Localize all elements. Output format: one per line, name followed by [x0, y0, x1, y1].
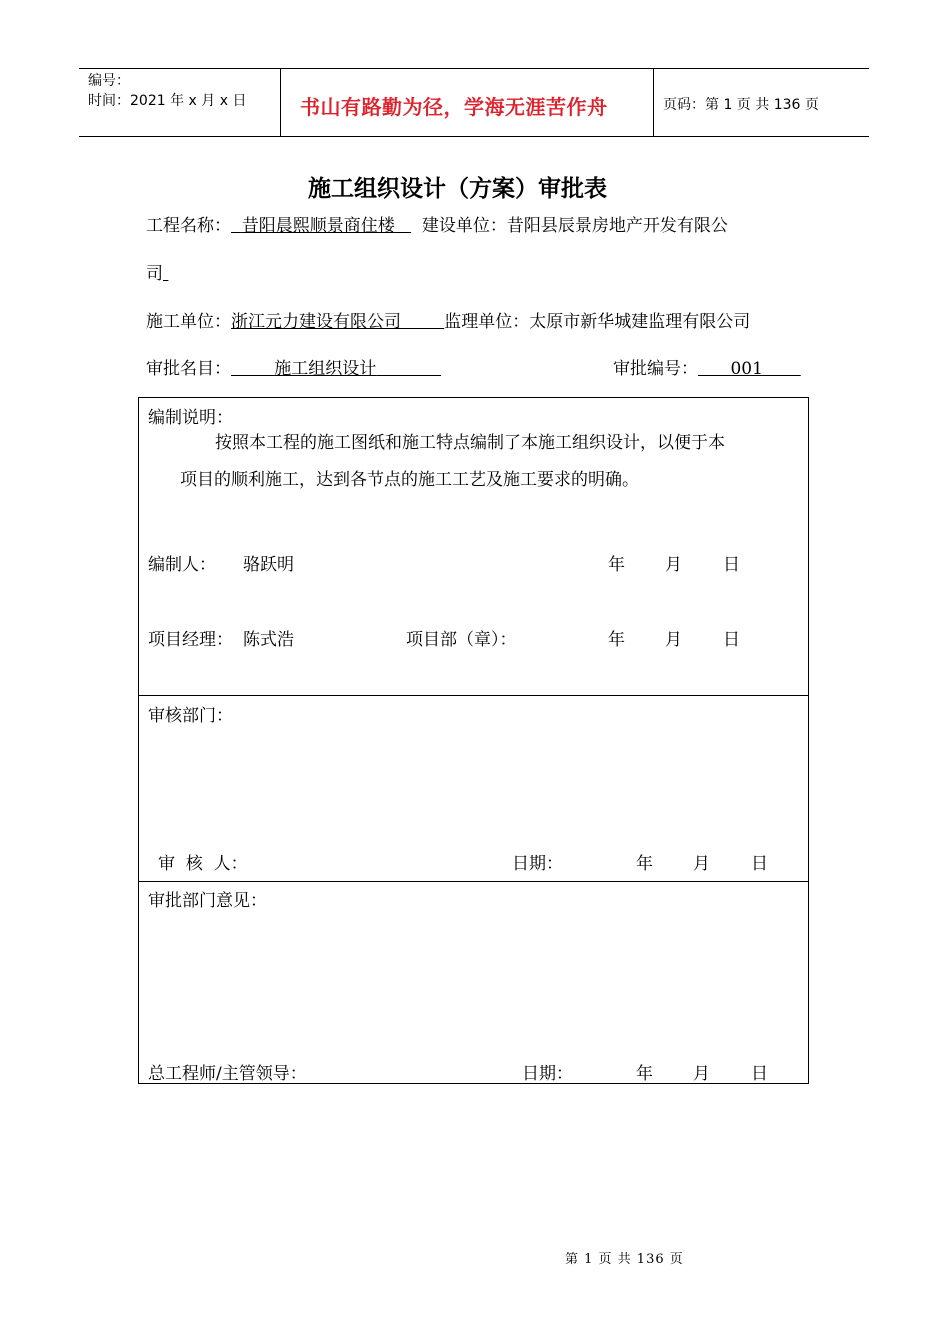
pm-year: 年 [608, 630, 625, 650]
pm-month: 月 [665, 630, 682, 650]
page-title: 施工组织设计（方案）审批表 [308, 175, 607, 202]
approve-date-label: 日期： [522, 1064, 573, 1084]
approval-item-row [146, 354, 441, 379]
approval-item-label: 审批名目： [146, 359, 231, 379]
supervisor-value: 太原市新华城建监理有限公司 [529, 312, 751, 332]
header-motto: 书山有路勤为径，学海无涯苦作舟 [300, 95, 608, 119]
approve-year: 年 [636, 1064, 653, 1084]
approval-no-label: 审批编号： [613, 359, 698, 379]
approval-no-underline [698, 359, 801, 379]
approve-month: 月 [693, 1064, 710, 1084]
header-divider-right [653, 68, 654, 136]
table-divider-2 [138, 881, 809, 882]
review-month: 月 [693, 854, 710, 874]
preparer-name: 骆跃明 [243, 555, 294, 575]
table-divider-1 [138, 695, 809, 696]
header-time-label: 时间：2021 年 x 月 x 日 [88, 93, 247, 109]
contractor-value-underline [231, 312, 444, 332]
header-top-rule [79, 68, 869, 69]
chief-engineer-label: 总工程师/主管领导： [148, 1064, 307, 1084]
builder-value-2: 司 [146, 264, 163, 284]
project-name-label: 工程名称： [146, 216, 231, 236]
prepare-body-line-1: 按照本工程的施工图纸和施工特点编制了本施工组织设计，以便于本 [215, 433, 725, 453]
approve-heading: 审批部门意见： [148, 891, 267, 911]
builder-value-1: 昔阳县辰景房地产开发有限公 [506, 216, 728, 236]
pm-name: 陈式浩 [243, 630, 294, 650]
pm-day: 日 [723, 630, 740, 650]
approval-item-underline [231, 359, 441, 379]
prepare-heading: 编制说明： [148, 408, 233, 428]
header-divider-left [280, 68, 281, 136]
contractor-label: 施工单位： [146, 312, 231, 332]
approval-no-value: 001 [730, 359, 763, 379]
approval-no-row [613, 354, 801, 379]
builder-continuation-row [146, 259, 168, 284]
review-date-label: 日期： [512, 854, 563, 874]
project-name-text: 昔阳晨熙顺景商住楼 [241, 216, 395, 236]
reviewer-label: 审 核 人： [158, 854, 248, 874]
preparer-day: 日 [723, 555, 740, 575]
preparer-month: 月 [665, 555, 682, 575]
supervisor-label: 监理单位： [444, 312, 530, 332]
review-year: 年 [636, 854, 653, 874]
project-dept-stamp-label: 项目部（章）： [406, 630, 517, 650]
project-name-row [146, 211, 728, 236]
contractor-row [146, 307, 750, 332]
header-number-label: 编号： [88, 73, 130, 89]
approval-item-value: 施工组织设计 [274, 359, 377, 379]
approve-day: 日 [751, 1064, 768, 1084]
review-heading: 审核部门： [148, 706, 233, 726]
page-footer: 第 1 页 共 136 页 [565, 1252, 684, 1267]
header-bottom-rule [79, 136, 869, 137]
review-day: 日 [751, 854, 768, 874]
prepare-body-line-2: 项目的顺利施工，达到各节点的施工工艺及施工要求的明确。 [180, 470, 639, 490]
contractor-value: 浙江元力建设有限公司 [231, 312, 401, 332]
pm-label: 项目经理： [148, 630, 233, 650]
preparer-label: 编制人： [148, 555, 216, 575]
preparer-year: 年 [608, 555, 625, 575]
approval-table [138, 397, 809, 1084]
project-name-value [231, 216, 411, 236]
builder-label: 建设单位： [421, 216, 507, 236]
header-page-label: 页码：第 1 页 共 136 页 [663, 97, 819, 113]
